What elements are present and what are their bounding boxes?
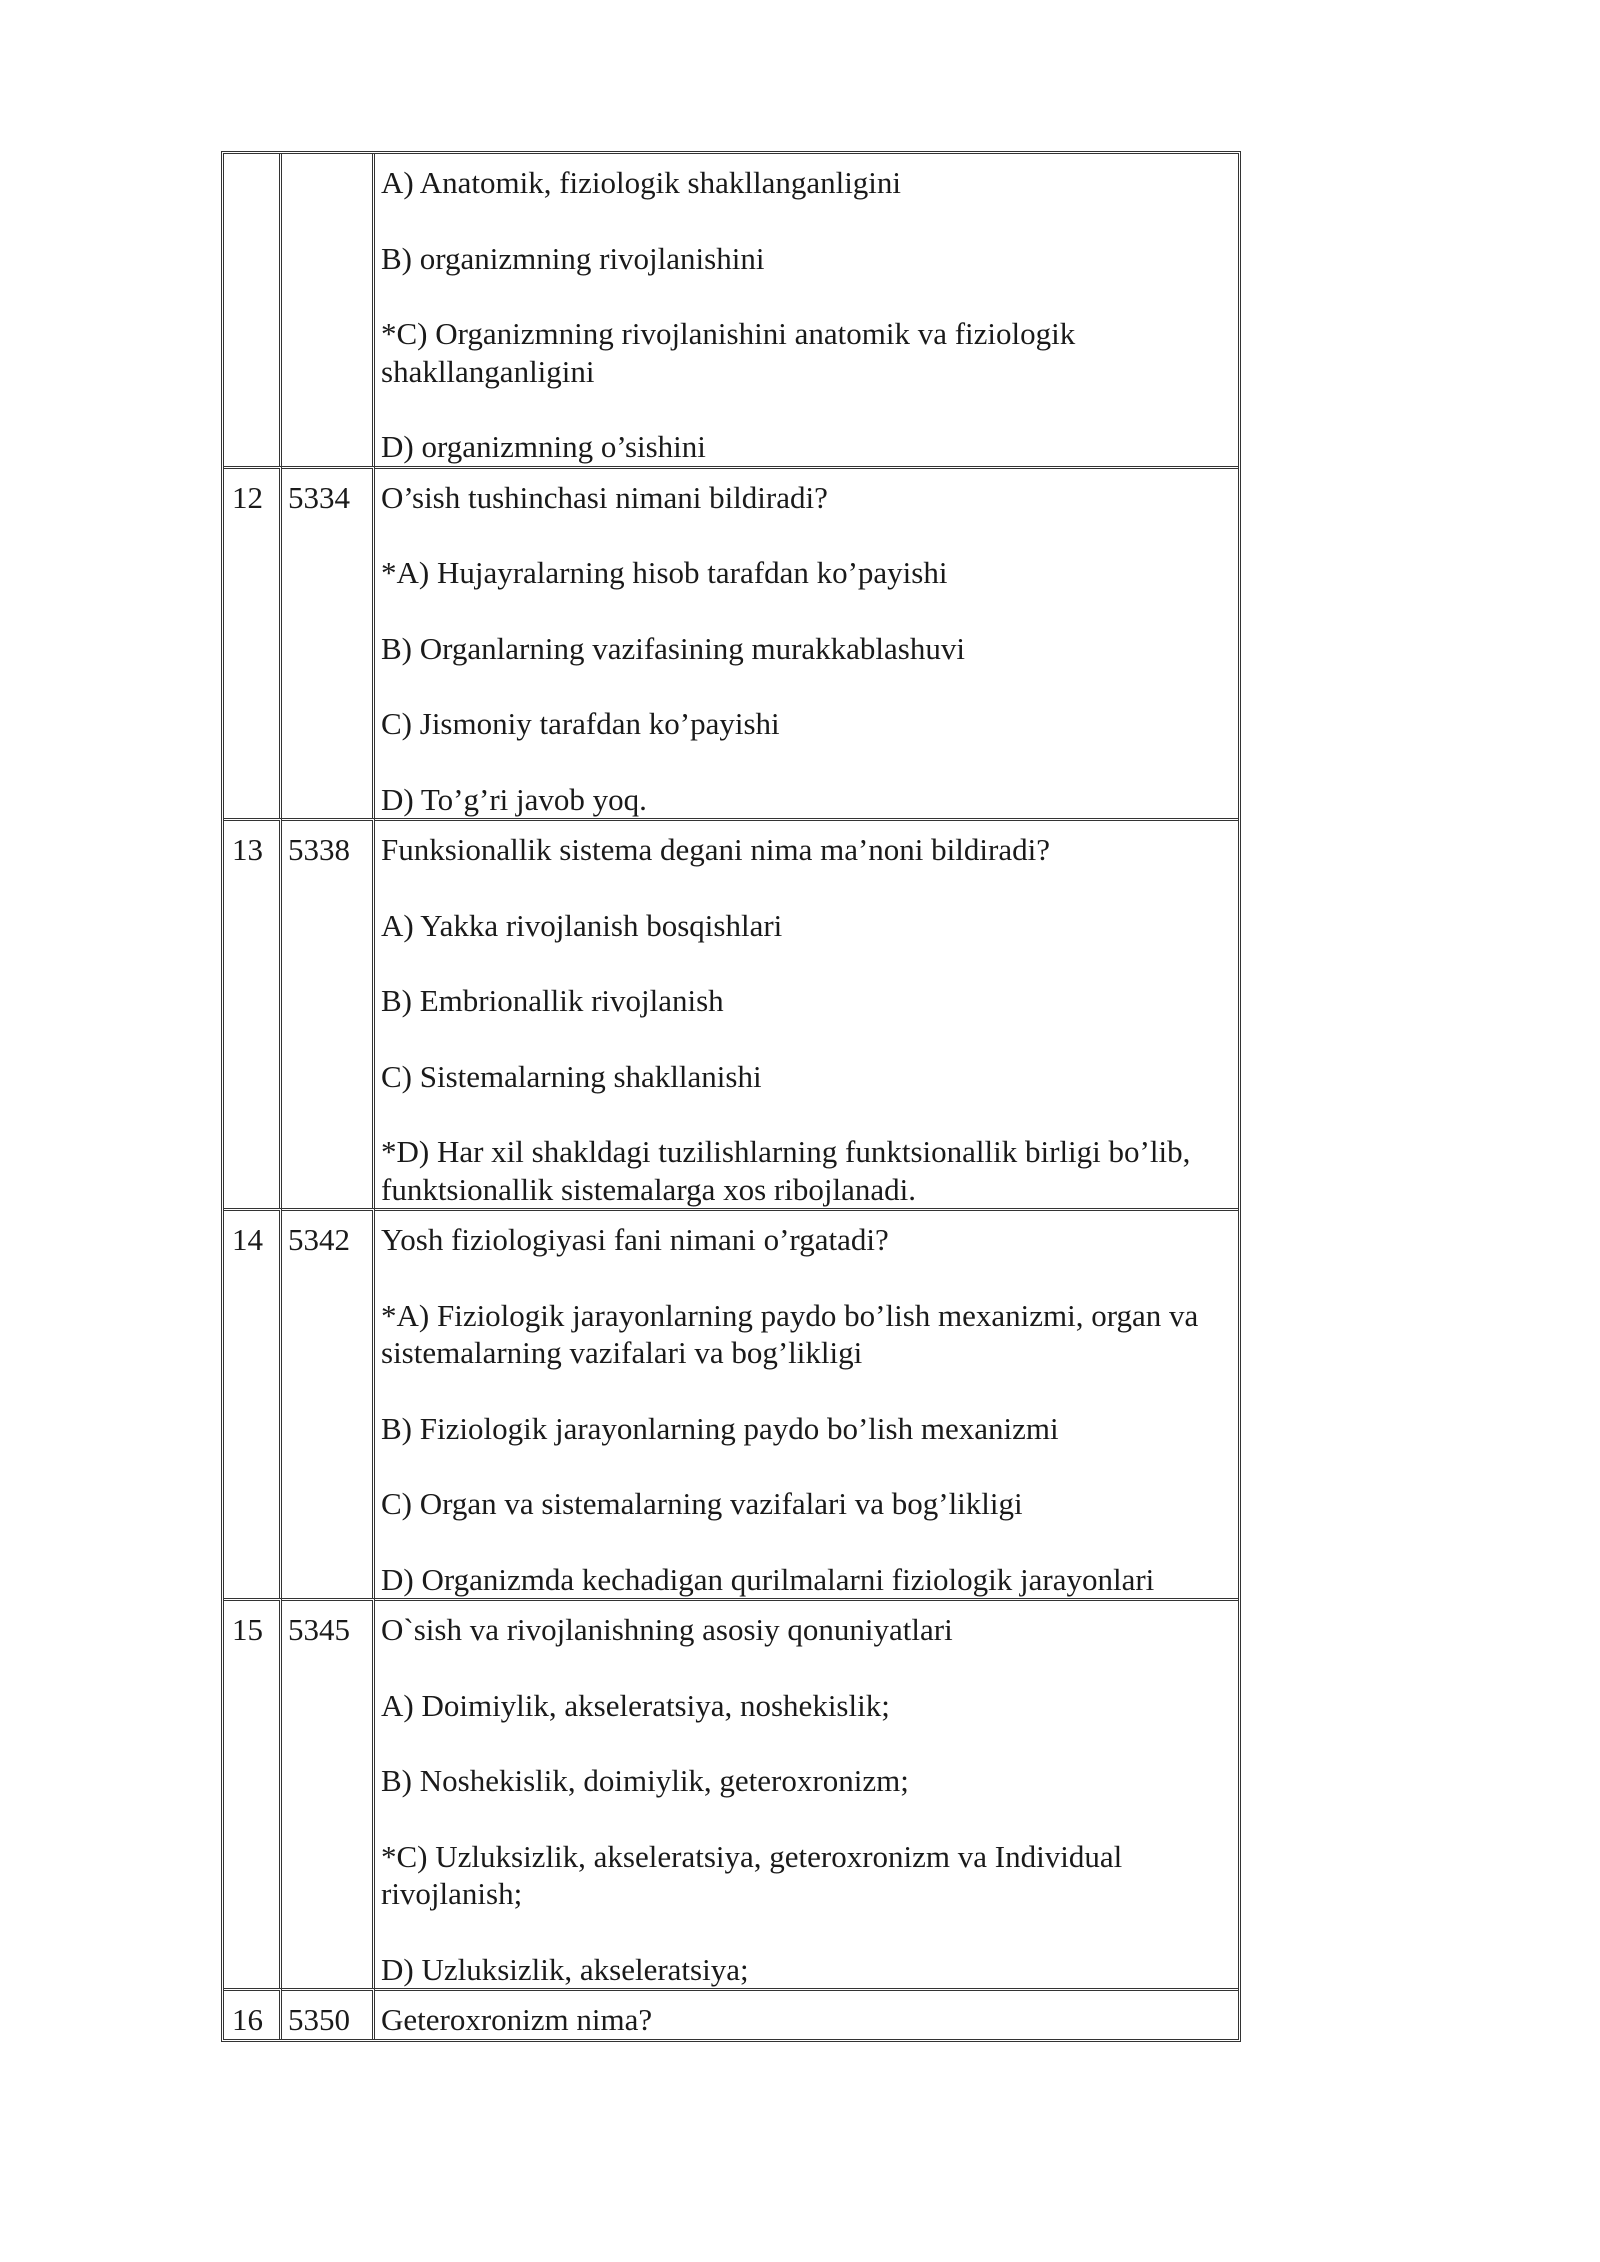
question-id-cell: 5338 [282,818,375,1208]
answer-option: B) Organlarning vazifasining murakkablashuvi [381,630,965,666]
table-row [224,1598,1238,1988]
answer-option: C) Sistemalarning shakllanishi [381,1058,762,1094]
table-row [224,466,1238,819]
question-text: O’sish tushinchasi nimani bildiradi? [381,479,828,515]
answer-option: *D) Har xil shakldagi tuzilishlarning funktsionallik birligi bo’lib, funktsionallik sistemalarga xos ribojlanadi. [381,1134,1191,1207]
row-number-cell: 15 [224,1598,282,1988]
answer-option: C) Jismoniy tarafdan ko’payishi [381,706,780,741]
question-id-cell: 5334 [282,466,375,819]
row-number-cell: 13 [224,818,282,1208]
answer-option: A) Anatomik, fiziologik shakllanganligini [381,165,902,200]
answer-option: D) Uzluksizlik, akseleratsiya; [381,1951,749,1987]
answer-option: *C) Organizmning rivojlanishini anatomik va fiziologik shakllanganligini [381,316,1076,389]
question-id-cell: 5342 [282,1208,375,1598]
answer-option: *C) Uzluksizlik, akseleratsiya, geteroxronizm va Individual rivojlanish; [381,1838,1123,1911]
answer-option: *A) Hujayralarning hisob tarafdan ko’payishi [381,555,948,590]
table-row [224,818,1238,1208]
question-text-cell [375,466,1238,819]
question-text: O`sish va rivojlanishning asosiy qonuniyatlari [381,1612,953,1647]
question-text: Geteroxronizm nima? [381,2002,653,2037]
answer-option: D) Organizmda kechadigan qurilmalarni fiziologik jarayonlari [381,1561,1155,1597]
question-text-cell [375,1988,1238,2039]
question-text-cell [375,154,1238,466]
table-row [224,1208,1238,1598]
answer-option: A) Doimiylik, akseleratsiya, noshekislik; [381,1687,890,1723]
question-text: Funksionallik sistema degani nima ma’noni bildiradi? [381,832,1050,867]
table-row [224,1988,1238,2039]
question-text: Yosh fiziologiyasi fani nimani o’rgatadi? [381,1222,889,1257]
question-id-cell [282,154,375,466]
question-text-cell [375,1208,1238,1598]
row-number-cell: 12 [224,466,282,819]
question-text-cell [375,1598,1238,1988]
question-id-cell: 5345 [282,1598,375,1988]
table-row [224,154,1238,466]
row-number-cell [224,154,282,466]
answer-option: D) organizmning o’sishini [381,429,706,464]
answer-option: B) Fiziologik jarayonlarning paydo bo’lish mexanizmi [381,1410,1059,1446]
answer-option: B) Embrionallik rivojlanish [381,983,724,1018]
answer-option: A) Yakka rivojlanish bosqishlari [381,907,783,943]
answer-option: *A) Fiziologik jarayonlarning paydo bo’lish mexanizmi, organ va sistemalarning vazifalari va bog’likligi [381,1297,1199,1370]
question-text-cell [375,818,1238,1208]
answer-option: C) Organ va sistemalarning vazifalari va bog’likligi [381,1486,1023,1521]
row-number-cell: 14 [224,1208,282,1598]
question-id-cell: 5350 [282,1988,375,2039]
question-table [221,151,1241,2042]
row-number-cell: 16 [224,1988,282,2039]
answer-option: B) Noshekislik, doimiylik, geteroxronizm; [381,1763,909,1798]
answer-option: B) organizmning rivojlanishini [381,240,765,276]
answer-option: D) To’g’ri javob yoq. [381,781,647,817]
